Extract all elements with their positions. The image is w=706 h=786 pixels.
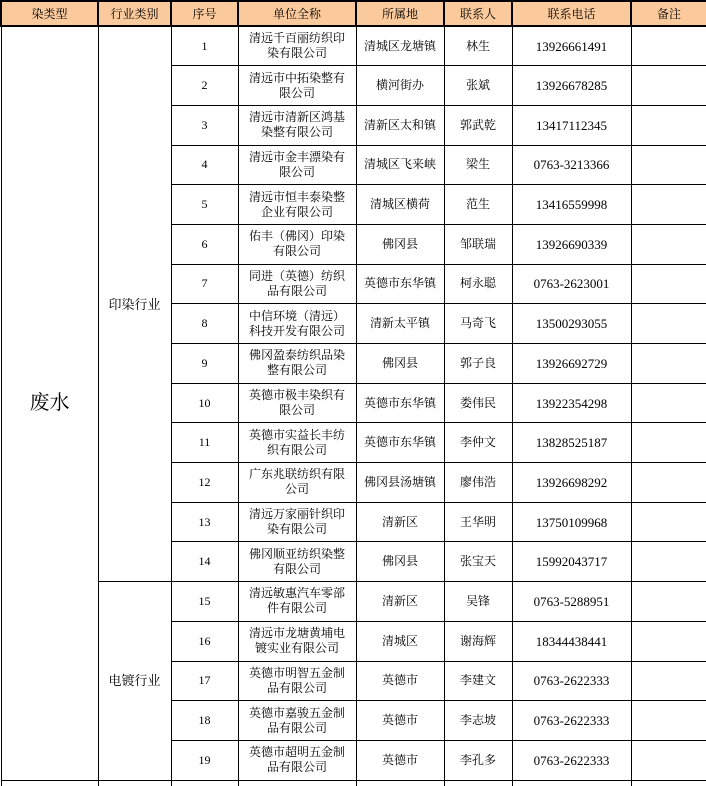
seq-cell[interactable]: 5 [171, 185, 238, 225]
phone-number-cell[interactable]: 13828525187 [512, 423, 631, 463]
company-name-cell[interactable]: 英德市超明五金制品有限公司 [238, 740, 356, 780]
location-cell[interactable]: 清新区 [356, 582, 444, 622]
company-name-cell[interactable]: 清远万家丽针织印染有限公司 [238, 502, 356, 542]
contact-person-cell[interactable]: 李孔多 [444, 740, 512, 780]
remark-cell[interactable] [631, 740, 706, 780]
location-cell[interactable]: 清城区 [356, 621, 444, 661]
location-cell[interactable]: 英德市东华镇 [356, 383, 444, 423]
seq-cell[interactable]: 19 [171, 740, 238, 780]
phone-number-cell[interactable]: 13416559998 [512, 185, 631, 225]
dye-type-cell[interactable]: 废水 [1, 26, 98, 780]
industry-category-cell[interactable]: 印染行业 [98, 26, 171, 582]
seq-cell[interactable]: 18 [171, 701, 238, 741]
phone-number-cell[interactable]: 13500293055 [512, 304, 631, 344]
contact-person-cell[interactable]: 柯永聪 [444, 264, 512, 304]
contact-person-cell[interactable]: 张宝天 [444, 542, 512, 582]
seq-cell[interactable]: 2 [171, 66, 238, 106]
location-cell[interactable]: 佛冈县 [356, 224, 444, 264]
remark-cell[interactable] [631, 185, 706, 225]
location-cell[interactable]: 清城区龙塘镇 [356, 26, 444, 66]
seq-cell[interactable]: 13 [171, 502, 238, 542]
company-name-cell[interactable]: 佑丰（佛冈）印染有限公司 [238, 224, 356, 264]
empty-cell [356, 780, 444, 786]
seq-cell[interactable]: 9 [171, 344, 238, 384]
seq-cell[interactable]: 6 [171, 224, 238, 264]
contact-person-cell[interactable]: 吴锋 [444, 582, 512, 622]
location-cell[interactable]: 佛冈县汤塘镇 [356, 463, 444, 503]
company-name-cell[interactable]: 清远市清新区鸿基染整有限公司 [238, 105, 356, 145]
remark-cell[interactable] [631, 145, 706, 185]
company-name-cell[interactable]: 清远市恒丰泰染整企业有限公司 [238, 185, 356, 225]
remark-cell[interactable] [631, 542, 706, 582]
column-header-seq-no: 序号 [171, 1, 238, 26]
seq-cell[interactable]: 4 [171, 145, 238, 185]
column-header-dye-type: 染类型 [1, 1, 98, 26]
empty-cell [512, 780, 631, 786]
location-cell[interactable]: 佛冈县 [356, 344, 444, 384]
location-cell[interactable]: 横河街办 [356, 66, 444, 106]
empty-cell [238, 780, 356, 786]
seq-cell[interactable]: 7 [171, 264, 238, 304]
header-row [1, 1, 706, 26]
seq-cell[interactable]: 11 [171, 423, 238, 463]
table-row [1, 26, 706, 66]
location-cell[interactable]: 英德市 [356, 661, 444, 701]
remark-cell[interactable] [631, 463, 706, 503]
company-name-cell[interactable]: 清远敏惠汽车零部件有限公司 [238, 582, 356, 622]
remark-cell[interactable] [631, 26, 706, 66]
phone-number-cell[interactable]: 0763-3213366 [512, 145, 631, 185]
phone-number-cell[interactable]: 13926661491 [512, 26, 631, 66]
contact-person-cell[interactable]: 谢海辉 [444, 621, 512, 661]
phone-number-cell[interactable]: 0763-2622333 [512, 740, 631, 780]
seq-cell[interactable]: 3 [171, 105, 238, 145]
contact-person-cell[interactable]: 张斌 [444, 66, 512, 106]
empty-cell [1, 780, 98, 786]
company-name-cell[interactable]: 清远千百丽纺织印染有限公司 [238, 26, 356, 66]
remark-cell[interactable] [631, 701, 706, 741]
column-header-remark: 备注 [631, 1, 706, 26]
company-name-cell[interactable]: 佛冈顺亚纺织染整有限公司 [238, 542, 356, 582]
phone-number-cell[interactable]: 0763-2622333 [512, 701, 631, 741]
contact-person-cell[interactable]: 林生 [444, 26, 512, 66]
location-cell[interactable]: 英德市 [356, 701, 444, 741]
contact-person-cell[interactable]: 郭子良 [444, 344, 512, 384]
company-name-cell[interactable]: 英德市极丰染织有限公司 [238, 383, 356, 423]
seq-cell[interactable]: 14 [171, 542, 238, 582]
remark-cell[interactable] [631, 383, 706, 423]
location-cell[interactable]: 佛冈县 [356, 542, 444, 582]
contact-person-cell[interactable]: 范生 [444, 185, 512, 225]
partial-next-row [1, 780, 706, 786]
location-cell[interactable]: 清城区飞来峡 [356, 145, 444, 185]
column-header-contact-person: 联系人 [444, 1, 512, 26]
column-header-industry-category: 行业类别 [98, 1, 171, 26]
company-name-cell[interactable]: 清远市龙塘黄埔电镀实业有限公司 [238, 621, 356, 661]
location-cell[interactable]: 清新区太和镇 [356, 105, 444, 145]
empty-cell [631, 780, 706, 786]
company-name-cell[interactable]: 英德市明智五金制品有限公司 [238, 661, 356, 701]
remark-cell[interactable] [631, 264, 706, 304]
empty-cell [171, 780, 238, 786]
company-name-cell[interactable]: 清远市中拓染整有限公司 [238, 66, 356, 106]
remark-cell[interactable] [631, 105, 706, 145]
seq-cell[interactable]: 15 [171, 582, 238, 622]
remark-cell[interactable] [631, 621, 706, 661]
location-cell[interactable]: 英德市 [356, 740, 444, 780]
phone-number-cell[interactable]: 0763-5288951 [512, 582, 631, 622]
phone-number-cell[interactable]: 13926690339 [512, 224, 631, 264]
company-name-cell[interactable]: 同进（英德）纺织品有限公司 [238, 264, 356, 304]
contact-person-cell[interactable]: 梁生 [444, 145, 512, 185]
seq-cell[interactable]: 17 [171, 661, 238, 701]
phone-number-cell[interactable]: 0763-2622333 [512, 661, 631, 701]
table-row [1, 582, 706, 622]
location-cell[interactable]: 清新太平镇 [356, 304, 444, 344]
remark-cell[interactable] [631, 502, 706, 542]
empty-cell [98, 780, 171, 786]
phone-number-cell[interactable]: 15992043717 [512, 542, 631, 582]
column-header-company-full-name: 单位全称 [238, 1, 356, 26]
phone-number-cell[interactable]: 0763-2623001 [512, 264, 631, 304]
phone-number-cell[interactable]: 13922354298 [512, 383, 631, 423]
remark-cell[interactable] [631, 304, 706, 344]
industry-category-cell[interactable]: 电镀行业 [98, 582, 171, 780]
company-name-cell[interactable]: 英德市嘉骏五金制品有限公司 [238, 701, 356, 741]
empty-cell [444, 780, 512, 786]
seq-cell[interactable]: 16 [171, 621, 238, 661]
remark-cell[interactable] [631, 582, 706, 622]
location-cell[interactable]: 英德市东华镇 [356, 264, 444, 304]
contact-person-cell[interactable]: 娄伟民 [444, 383, 512, 423]
contact-person-cell[interactable]: 廖伟浩 [444, 463, 512, 503]
location-cell[interactable]: 清城区横荷 [356, 185, 444, 225]
company-name-cell[interactable]: 中信环境（清远）科技开发有限公司 [238, 304, 356, 344]
contact-person-cell[interactable]: 李志坡 [444, 701, 512, 741]
phone-number-cell[interactable]: 13750109968 [512, 502, 631, 542]
column-header-contact-phone: 联系电话 [512, 1, 631, 26]
remark-cell[interactable] [631, 224, 706, 264]
phone-number-cell[interactable]: 13926678285 [512, 66, 631, 106]
company-name-cell[interactable]: 佛冈盈泰纺织品染整有限公司 [238, 344, 356, 384]
remark-cell[interactable] [631, 661, 706, 701]
company-name-cell[interactable]: 清远市金丰漂染有限公司 [238, 145, 356, 185]
seq-cell[interactable]: 8 [171, 304, 238, 344]
company-name-cell[interactable]: 英德市实益长丰纺织有限公司 [238, 423, 356, 463]
location-cell[interactable]: 清新区 [356, 502, 444, 542]
contact-person-cell[interactable]: 李建文 [444, 661, 512, 701]
contact-person-cell[interactable]: 邹联瑞 [444, 224, 512, 264]
contact-person-cell[interactable]: 郭武乾 [444, 105, 512, 145]
seq-cell[interactable]: 1 [171, 26, 238, 66]
location-cell[interactable]: 英德市东华镇 [356, 423, 444, 463]
seq-cell[interactable]: 12 [171, 463, 238, 503]
remark-cell[interactable] [631, 66, 706, 106]
remark-cell[interactable] [631, 423, 706, 463]
phone-number-cell[interactable]: 18344438441 [512, 621, 631, 661]
contact-person-cell[interactable]: 王华明 [444, 502, 512, 542]
company-name-cell[interactable]: 广东兆联纺织有限公司 [238, 463, 356, 503]
column-header-location: 所属地 [356, 1, 444, 26]
contact-person-cell[interactable]: 马奇飞 [444, 304, 512, 344]
phone-number-cell[interactable]: 13926698292 [512, 463, 631, 503]
seq-cell[interactable]: 10 [171, 383, 238, 423]
phone-number-cell[interactable]: 13417112345 [512, 105, 631, 145]
contact-person-cell[interactable]: 李仲文 [444, 423, 512, 463]
remark-cell[interactable] [631, 344, 706, 384]
phone-number-cell[interactable]: 13926692729 [512, 344, 631, 384]
